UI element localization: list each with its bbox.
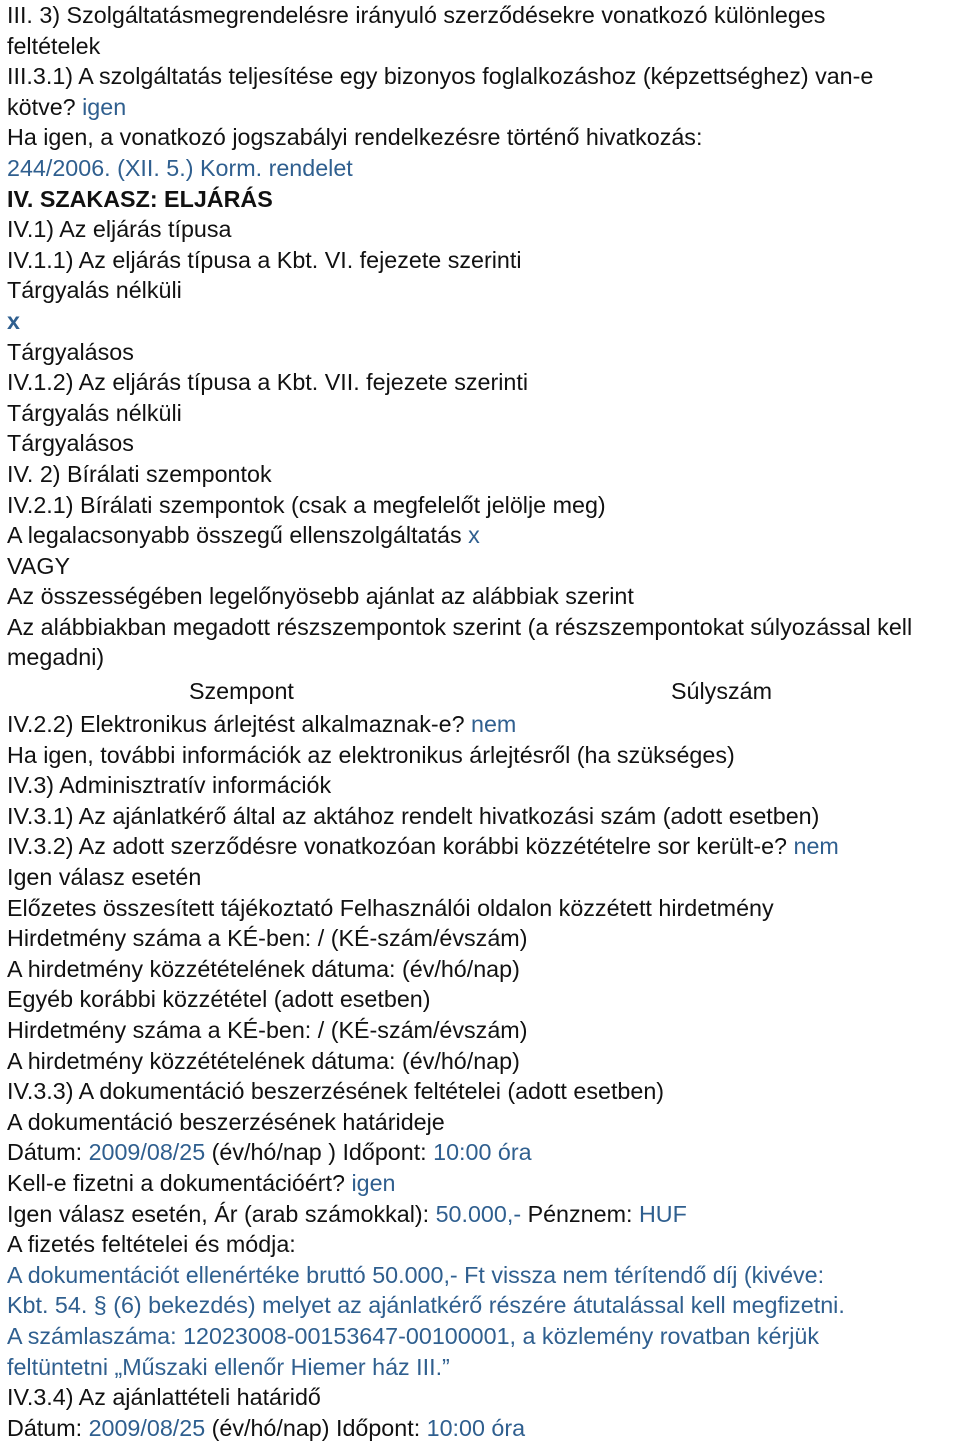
- notice-number-label: Hirdetmény száma a KÉ-ben: / (KÉ-szám/évszám): [7, 925, 528, 952]
- date-label: Dátum:: [7, 1139, 89, 1166]
- heading-iv-1-2: IV.1.2) Az eljárás típusa a Kbt. VII. fejezete szerinti: [7, 369, 529, 396]
- notice-date-label: A hirdetmény közzétételének dátuma: (év/hó/nap): [7, 955, 520, 982]
- question-iv-2-2: [7, 709, 960, 740]
- question-iii-3-1-cont: [7, 92, 960, 123]
- criterion-text: A legalacsonyabb összegű ellenszolgáltatás: [7, 522, 469, 549]
- heading-iv-1: IV.1) Az eljárás típusa: [7, 216, 232, 243]
- question-text: IV.2.2) Elektronikus árlejtést alkalmaznak-e?: [7, 711, 472, 738]
- question-text: Kell-e fizetni a dokumentációért?: [7, 1169, 352, 1196]
- or-separator: VAGY: [7, 552, 71, 579]
- heading-iv-1-1: IV.1.1) Az eljárás típusa a Kbt. VI. fejezete szerinti: [7, 246, 522, 273]
- payment-terms-line-2: Kbt. 54. § (6) bekezdés) melyet az ajánlatkérő részére átutalással kell megfizetni.: [7, 1292, 845, 1319]
- reference-label: Ha igen, a vonatkozó jogszabályi rendelkezésre történő hivatkozás:: [7, 124, 703, 151]
- option-negotiated: Tárgyalásos: [7, 338, 134, 365]
- payment-terms-line-1: A dokumentációt ellenértéke bruttó 50.000,- Ft vissza nem térítendő díj (kivéve:: [7, 1261, 825, 1288]
- time-label: (év/hó/nap ) Időpont:: [205, 1139, 434, 1166]
- answer-value: nem: [471, 711, 517, 738]
- selected-mark: x: [7, 307, 20, 334]
- section-heading-iii-3-cont: feltételek: [7, 32, 101, 59]
- criterion-lowest-price: [7, 520, 960, 551]
- price-value: 50.000,-: [435, 1200, 522, 1227]
- time-label: (év/hó/nap) Időpont:: [205, 1414, 427, 1441]
- if-yes-label: Igen válasz esetén: [7, 864, 202, 891]
- section-heading-iv: IV. SZAKASZ: ELJÁRÁS: [7, 185, 273, 212]
- answer-value: igen: [82, 93, 127, 120]
- reference-value: 244/2006. (XII. 5.) Korm. rendelet: [7, 154, 353, 181]
- question-text: IV.3.2) Az adott szerződésre vonatkozóan korábbi közzétételre sor került-e?: [7, 833, 794, 860]
- price-label: Igen válasz esetén, Ár (arab számokkal):: [7, 1200, 436, 1227]
- answer-value: nem: [793, 833, 839, 860]
- criterion-most-advantageous: Az összességében legelőnyösebb ajánlat az alábbiak szerint: [7, 583, 634, 610]
- criteria-table-header: [7, 673, 960, 709]
- heading-iv-2: IV. 2) Bírálati szempontok: [7, 460, 272, 487]
- heading-iv-3-1: IV.3.1) Az ajánlatkérő által az aktához rendelt hivatkozási szám (adott esetben): [7, 802, 820, 829]
- question-text: kötve?: [7, 93, 83, 120]
- column-criterion: Szempont: [189, 678, 294, 705]
- answer-value: igen: [351, 1169, 396, 1196]
- section-heading-iii-3: III. 3) Szolgáltatásmegrendelésre irányuló szerződésekre vonatkozó különleges: [7, 2, 826, 28]
- heading-iv-3: IV.3) Adminisztratív információk: [7, 772, 332, 799]
- date-value: 2009/08/25: [88, 1139, 206, 1166]
- time-value: 10:00 óra: [426, 1414, 526, 1441]
- option-no-negotiation: Tárgyalás nélküli: [7, 277, 182, 304]
- currency-value: HUF: [638, 1200, 687, 1227]
- notice-number-label-2: Hirdetmény száma a KÉ-ben: / (KÉ-szám/évszám): [7, 1017, 528, 1043]
- payment-terms-line-4: feltüntetni „Műszaki ellenőr Hiemer ház III.”: [7, 1353, 450, 1380]
- other-publication-label: Egyéb korábbi közzététel (adott esetben): [7, 986, 431, 1013]
- heading-iv-3-4: IV.3.4) Az ajánlattételi határidő: [7, 1384, 321, 1411]
- heading-iv-2-1: IV.2.1) Bírálati szempontok (csak a megfelelőt jelölje meg): [7, 491, 606, 518]
- documentation-deadline-label: A dokumentáció beszerzésének határideje: [7, 1108, 445, 1135]
- payment-terms-line-3: A számlaszáma: 12023008-00153647-00100001, a közlemény rovatban kérjük: [7, 1322, 820, 1349]
- auction-info: Ha igen, további információk az elektronikus árlejtésről (ha szükséges): [7, 741, 735, 768]
- date-value: 2009/08/25: [88, 1414, 206, 1441]
- payment-required: [7, 1168, 960, 1199]
- selected-mark: x: [468, 522, 480, 549]
- option-no-negotiation-2: Tárgyalás nélküli: [7, 399, 182, 426]
- question-iii-3-1: III.3.1) A szolgáltatás teljesítése egy bizonyos foglalkozáshoz (képzettséghez) van-e: [7, 63, 874, 90]
- heading-iv-3-3: IV.3.3) A dokumentáció beszerzésének feltételei (adott esetben): [7, 1078, 665, 1105]
- column-weight: Súlyszám: [671, 678, 772, 705]
- currency-label: Pénznem:: [521, 1200, 639, 1227]
- documentation-deadline: [7, 1137, 960, 1168]
- payment-terms-label: A fizetés feltételei és módja:: [7, 1231, 296, 1258]
- time-value: 10:00 óra: [433, 1139, 532, 1166]
- sub-criteria-note: Az alábbiakban megadott részszempontok szerint (a részszempontokat súlyozással kell megadni): [7, 613, 913, 671]
- price-line: [7, 1199, 960, 1230]
- prior-notice-type: Előzetes összesített tájékoztató Felhasználói oldalon közzétett hirdetmény: [7, 894, 774, 921]
- option-negotiated-2: Tárgyalásos: [7, 430, 134, 457]
- question-iv-3-2: [7, 831, 960, 862]
- date-label: Dátum:: [7, 1414, 89, 1441]
- tender-deadline: [7, 1413, 960, 1444]
- notice-date-label-2: A hirdetmény közzétételének dátuma: (év/hó/nap): [7, 1047, 520, 1074]
